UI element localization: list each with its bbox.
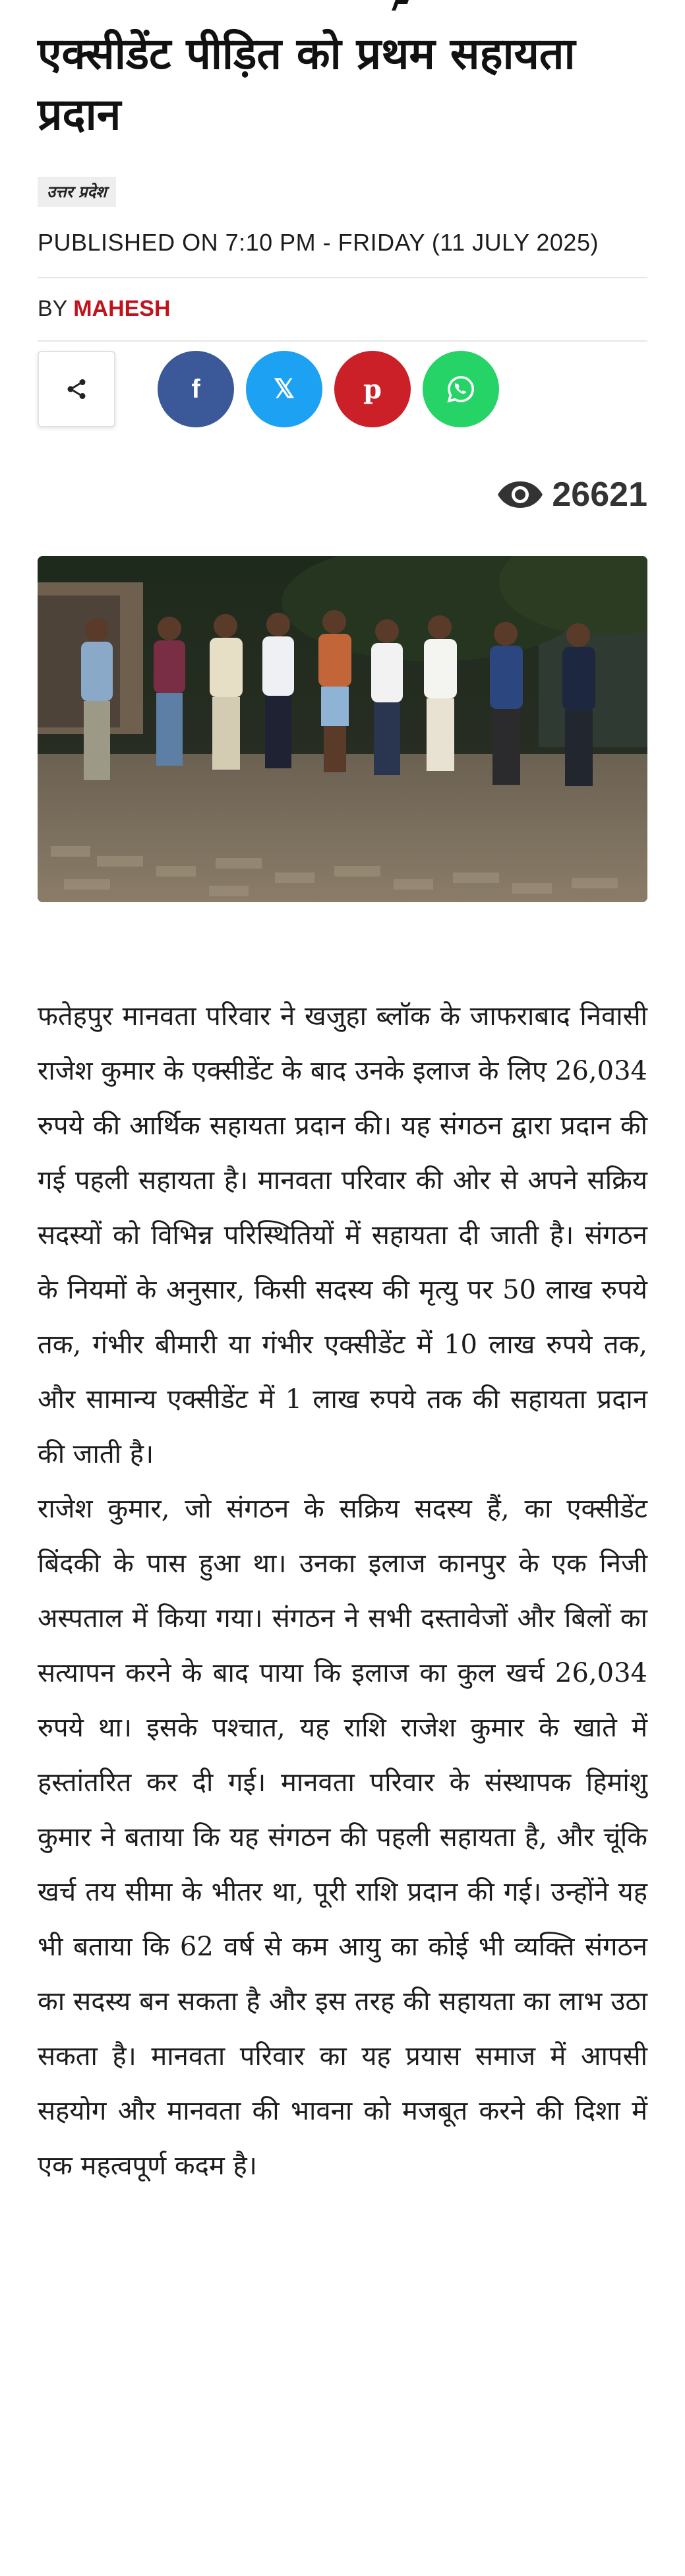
divider [38, 340, 647, 342]
cropped-heading-fragment [392, 0, 409, 11]
article-paragraph: फतेहपुर मानवता परिवार ने खजुहा ब्लॉक के जाफराबाद निवासी राजेश कुमार के एक्सीडेंट के बाद उनके इलाज के लिए 26,034 रुपये की आर्थिक सहायता प्रदान की। यह संगठन द्वारा प्रदान की गई पहली सहायता है। मानवता परिवार की ओर से अपने सक्रिय सदस्यों को विभिन्न परिस्थितियों में सहायता दी जाती है। संगठन के नियमों के अनुसार, किसी सदस्य की मृत्यु पर 50 लाख रुपये तक, गंभीर बीमारी या गंभीर एक्सीडेंट में 10 लाख रुपये तक, और सामान्य एक्सीडेंट में 1 लाख रुपये तक की सहायता प्रदान की जाती है। [38, 1001, 647, 1469]
group-photo-illustration [38, 556, 647, 902]
by-label: BY [38, 296, 67, 321]
article-photo[interactable] [38, 556, 647, 902]
article-title: एक्सीडेंट पीड़ित को प्रथम सहायता प्रदान [38, 28, 576, 140]
pinterest-icon: p [363, 373, 382, 405]
view-count: 26621 [552, 475, 647, 514]
eye-icon [496, 480, 544, 509]
x-share-button[interactable] [246, 351, 322, 427]
facebook-share-button[interactable] [158, 351, 234, 427]
whatsapp-share-button[interactable] [423, 351, 499, 427]
share-bar [38, 351, 647, 430]
divider [38, 277, 647, 278]
facebook-icon: f [191, 374, 200, 404]
article-body [38, 989, 647, 2193]
author-link[interactable]: MAHESH [73, 296, 171, 321]
byline [38, 290, 171, 327]
x-icon: 𝕏 [273, 375, 295, 404]
article-paragraph: राजेश कुमार, जो संगठन के सक्रिय सदस्य हैं, का एक्सीडेंट बिंदकी के पास हुआ था। उनका इलाज कानपुर के एक निजी अस्पताल में किया गया। संगठन ने सभी दस्तावेजों और बिलों का सत्यापन करने के बाद पाया कि इलाज का कुल खर्च 26,034 रुपये था। इसके पश्चात, यह राशि राजेश कुमार के खाते में हस्तांतरित कर दी गई। मानवता परिवार के संस्थापक हिमांशु कुमार ने बताया कि यह संगठन की पहली सहायता है, और चूंकि खर्च तय सीमा के भीतर था, पूरी राशि प्रदान की गई। उन्होंने यह भी बताया कि 62 वर्ष से कम आयु का कोई भी व्यक्ति संगठन का सदस्य बन सकता है और इस तरह की सहायता का लाभ उठा सकता है। मानवता परिवार का यह प्रयास समाज में आपसी सहयोग और मानवता की भावना को मजबूत करने की दिशा में एक महत्वपूर्ण कदम है। [38, 1494, 647, 2181]
published-date: PUBLISHED ON 7:10 PM - FRIDAY (11 JULY 2025) [38, 229, 599, 256]
view-counter [496, 474, 647, 516]
share-button[interactable] [38, 351, 115, 427]
whatsapp-icon [445, 373, 477, 405]
share-icon [65, 377, 88, 401]
pinterest-share-button[interactable] [334, 351, 411, 427]
category-tag[interactable]: उत्तर प्रदेश [38, 177, 116, 207]
